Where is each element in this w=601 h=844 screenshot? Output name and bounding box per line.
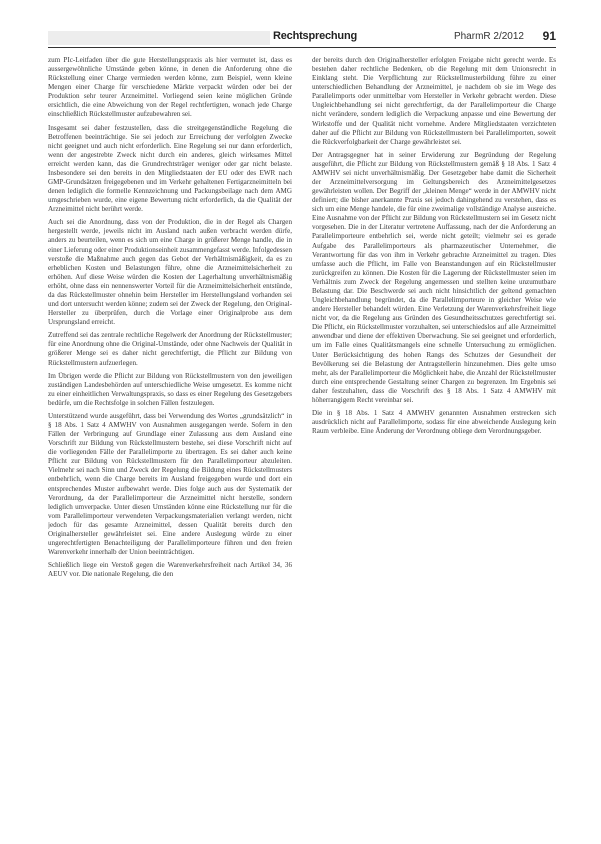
paragraph: der bereits durch den Originalhersteller erfolgten Freigabe nicht gerecht werde. Es bestehen daher rechtliche Bedenken, ob die Regelung mit dem Unionsrecht in Einklang steht. Die Verpflichtung zur Rückstellmusterbildung führe zu einer unterschiedlichen Behandlung der Arzneimittel, je nachdem ob sie im Wege des Parallelimports oder unmittelbar vom Hersteller in Verkehr gebracht werden. Diese Ungleichbehandlung sei nicht gerechtfertigt, da der Parallelimporteur die Charge nicht verändere, sondern lediglich die Verpackung anpasse und eine Bewertung der Wirkstoffe und der Qualität nicht vornehme. Andere Mitgliedstaaten verzichteten daher auf die Pflicht zur Bildung von Rückstellmustern bei Parallelimporten, soweit die Rückverfolgbarkeit der Charge gewährleistet sei.: [312, 56, 556, 146]
page-header: [48, 28, 556, 50]
paragraph: Schließlich liege ein Verstoß gegen die Warenverkehrsfreiheit nach Artikel 34, 36 AEUV vor. Die nationale Regelung, die den: [48, 561, 292, 579]
paragraph: zum PIc-Leitfaden über die gute Herstellungspraxis als hier vermutet ist, dass es aussergewöhnliche Umstände geben könne, in denen die Anforderung ohne die Rückstellung einer Charge vermieden werden könne, zum Beispiel, wenn kleine Mengen einer Charge für verschiedene Märkte verpackt würden oder bei der Produktion sehr teurer Arzneimittel. Vorliegend seien keine möglichen Gründe ersichtlich, die eine Abweichung von der Regel rechtfertigten, wonach jede Charge einschließlich Rückstellmuster aufzubewahren sei.: [48, 56, 292, 119]
paragraph: Im Übrigen werde die Pflicht zur Bildung von Rückstellmustern von den jeweiligen zuständigen Landesbehörden auf unterschiedliche Weise umgesetzt. Es komme nicht zu einer einheitlichen Verwaltungspraxis, so dass es einer Regelung des Gesetzgebers bedürfe, um die Rechtsfolge in solchen Fällen festzulegen.: [48, 371, 292, 407]
journal-citation: PharmR 2/2012: [453, 31, 524, 42]
left-text-column: [48, 56, 292, 836]
section-rubric: Rechtsprechung: [273, 30, 357, 42]
rubric-bar: [48, 31, 270, 45]
header-rule: [48, 47, 556, 48]
paragraph: Der Antragsgegner hat in seiner Erwiderung zur Begründung der Regelung ausgeführt, die Pflicht zur Bildung von Rückstellmustern gemäß § 18 Abs. 1 Satz 4 AMWHV sei nicht unverhältnismäßig. Der Gesetzgeber habe damit die Sicherheit der Arzneimittelversorgung im Geltungsbereich des Arzneimittelgesetzes gewährleisten wollen. Der Begriff der „kleinen Menge“ werde in der AMWHV nicht definiert; die bisher anerkannte Praxis sei jedoch dahingehend zu verstehen, dass es sich um eine Menge handele, die für eine zweimalige vollständige Analyse ausreiche. Eine Ausnahme von der Pflicht zur Bildung von Rückstellmustern sei im Gesetz nicht vorgesehen. Die in der Literatur vertretene Auffassung, nach der die Anforderung an Parallelimporteure entbehrlich sei, werde nicht geteilt; vielmehr sei es gerade Aufgabe des Parallelimporteurs als pharmazeutischer Unternehmer, die Verantwortung für das von ihm in Verkehr gebrachte Arzneimittel zu tragen. Dies umfasse auch die Pflicht, im Falle von Beanstandungen auf ein Rückstellmuster zurückgreifen zu können. Die Kosten für die Lagerung der Rückstellmuster seien im Verhältnis zum Zweck der Regelung angemessen und stellten keine unzumutbare Belastung dar. Die Beschwerde sei auch nicht hinsichtlich der geltend gemachten Ungleichbehandlung begründet, da die Parallelimporteure in gleicher Weise wie andere Hersteller behandelt würden. Eine Verletzung der Warenverkehrsfreiheit liege nicht vor, da die Regelung aus Gründen des Gesundheitsschutzes gerechtfertigt sei. Die Pflicht, ein Rückstellmuster vorzuhalten, sei unterschiedslos auf alle Arzneimittel anwendbar und diene der effektiven Überwachung. Sie sei geeignet und erforderlich, um im Falle eines Qualitätsmangels eine schnelle Untersuchung zu ermöglichen. Unter Berücksichtigung des hohen Rangs des Schutzes der Gesundheit der Bevölkerung sei die Belastung der Antragstellerin hinzunehmen. Dies gelte umso mehr, als der Parallelimporteur die Möglichkeit habe, die Anzahl der Rückstellmuster durch eine entsprechende Gestaltung seiner Chargen zu begrenzen. Im Ergebnis sei daher festzuhalten, dass die Vorschrift des § 18 Abs. 1 Satz 4 AMWHV mit höherrangigem Recht vereinbar sei.: [312, 150, 556, 404]
paragraph: Zutreffend sei das zentrale rechtliche Regelwerk der Anordnung der Rückstellmuster; für eine Anordnung ohne die Original-Umstände, oder ohne Nachweis der Qualität in größerer Menge sei es daher nicht gerechtfertigt, die Pflicht zur Bildung von Rückstellmustern aufzuerlegen.: [48, 331, 292, 367]
paragraph: Insgesamt sei daher festzustellen, dass die streitgegenständliche Regelung die Betroffenen beeinträchtige. Sie sei jedoch zur Erreichung der verfolgten Zwecke nicht geeignet und auch nicht erforderlich. Eine Regelung sei nur dann erforderlich, wenn der angestrebte Zweck nicht durch ein anderes, gleich wirksames Mittel erreicht werden kann, das die Grundrechtsträger weniger oder gar nicht belaste. Insbesondere sei den bereits in den Mitgliedstaaten der EU oder des EWR nach GMP-Grundsätzen freigegebenen und im Verkehr gehaltenen Fertigarzneimitteln bei denen lediglich die formelle Kennzeichnung und Packungsbeilage nach dem AMG umgeschrieben wurde, eine eigene Bewertung nicht erforderlich, da die Qualität der Arzneimittel nicht berührt werde.: [48, 123, 292, 214]
paragraph: Unterstützend wurde ausgeführt, dass bei Verwendung des Wortes „grundsätzlich“ in § 18 Abs. 1 Satz 4 AMWHV von Ausnahmen ausgegangen werde. Sofern in den Fällen der Verbringung auf Grundlage einer Zulassung aus dem Ausland eine Vorschrift zur Bildung von Rückstellmustern bestehe, sei diese Vorschrift nicht auf die vorliegenden Fälle der Parallelimporte zu übertragen. Es sei daher auch keine Pflicht zur Bildung von Rückstellmustern für den Parallelimporteur abzuleiten. Vielmehr sei nach Sinn und Zweck der Regelung die Bildung eines Rückstellmusters entbehrlich, wenn die Charge bereits im Ausland freigegeben wurde und dort ein entsprechendes Muster aufbewahrt werde. Dies folge auch aus der Systematik der Verordnung, da der Parallelimporteur die Arzneimittel nicht herstelle, sondern lediglich umverpacke. Unter diesen Umständen könne eine Rückstellung nur für die vom Parallelimporteur verwendeten Verpackungsmaterialien verlangt werden, nicht jedoch für das gesamte Arzneimittel, dessen Qualität bereits durch den Originalhersteller gewährleistet sei. Eine andere Auslegung würde zu einer ungerechtfertigten Benachteiligung der Parallelimporteure führen und den freien Warenverkehr innerhalb der Union beeinträchtigen.: [48, 411, 292, 557]
paragraph: Die in § 18 Abs. 1 Satz 4 AMWHV genannten Ausnahmen erstrecken sich ausdrücklich nicht auf Parallelimporte, sodass für eine abweichende Auslegung kein Raum verbleibe. Eine Änderung der Verordnung obliege dem Verordnungsgeber.: [312, 408, 556, 436]
right-text-column: [312, 56, 556, 836]
page-number: 91: [542, 29, 556, 43]
paragraph: Auch sei die Anordnung, dass von der Produktion, die in der Regel als Chargen hergestellt werde, jeweils nicht im Ausland nach außen verbracht werden dürfe, anders zu beurteilen, wenn es sich um eine Charge in größerer Menge handle, die in einer Lieferung oder einer Produktionseinheit zusammengefasst werde. Infolgedessen verstoße die Maßnahme auch gegen das Gebot der Verhältnismäßigkeit, da es zu erheblichen Kosten und Belastungen führe, ohne die Arzneimittelsicherheit zu erhöhen. Auf diese Weise würden die Kosten der Lagerhaltung unverhältnismäßig erhöht, ohne dass ein nennenswerter Vorteil für die Arzneimittelsicherheit entstünde, da das Rückstellmuster ohnehin beim Hersteller im Herstellungsland vorhanden sei und dort untersucht werden könne; zudem sei der Zweck der Regelung, den Original-Hersteller zu überprüfen, durch die Vorlage einer Originalprobe aus dem Ursprungsland erreicht.: [48, 218, 292, 327]
